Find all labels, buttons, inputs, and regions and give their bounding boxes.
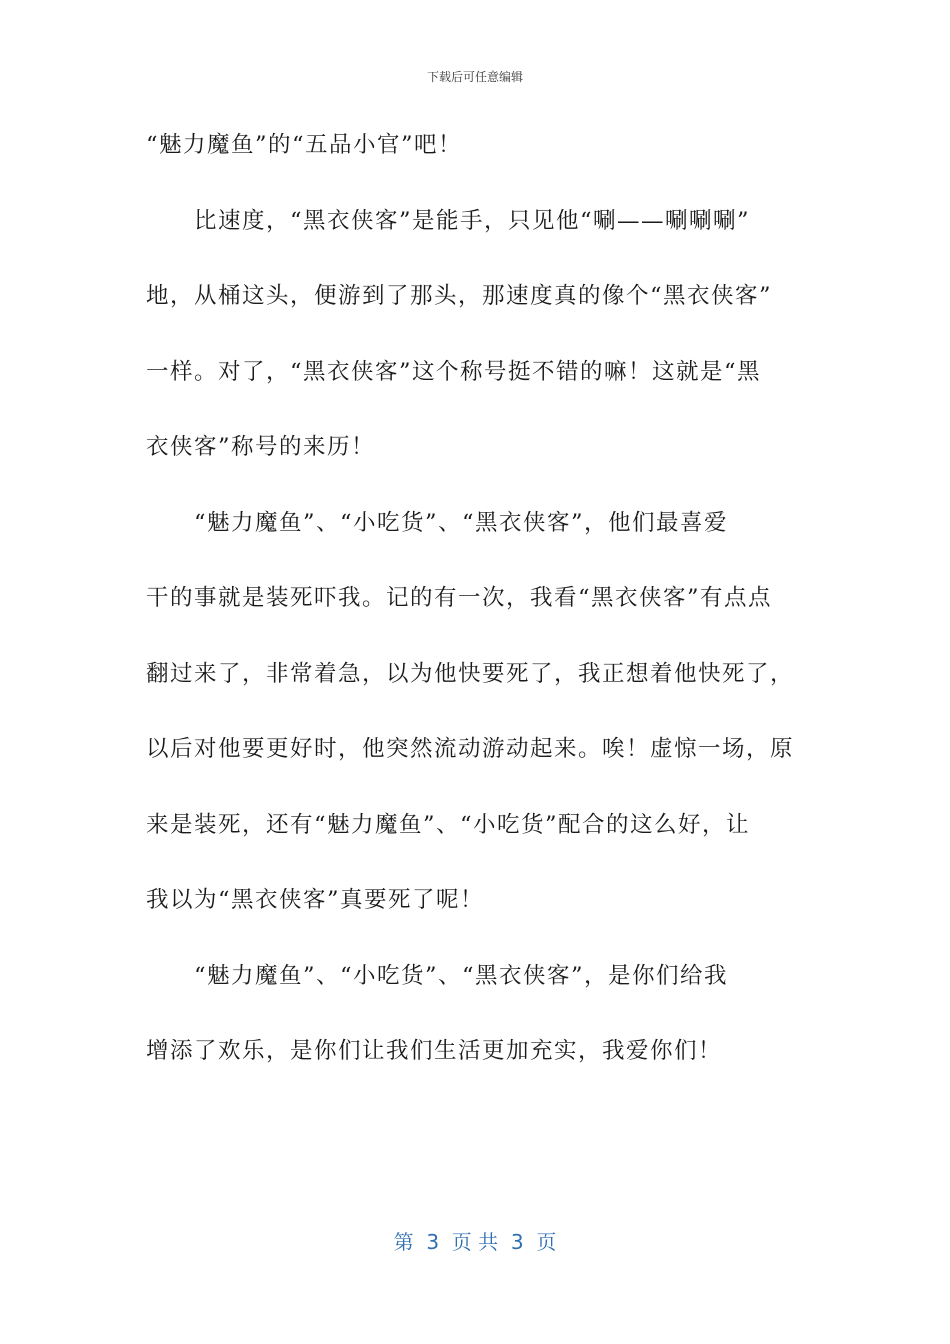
text-line: 一样。对了，“黑衣侠客”这个称号挺不错的嘛！这就是“黑 [146, 358, 762, 385]
body-text [146, 112, 796, 1094]
page-footer: 第 3 页 共 3 页 [393, 1230, 557, 1254]
text-line: “魅力魔鱼”、“小吃货”、“黑衣侠客”，他们最喜爱 [194, 509, 729, 536]
text-line: 来是装死，还有“魅力魔鱼”、“小吃货”配合的这么好，让 [146, 811, 751, 838]
text-line: 衣侠客”称号的来历！ [146, 434, 376, 460]
page-header: 下载后可任意编辑 [426, 70, 523, 84]
text-line: 干的事就是装死吓我。记的有一次，我看“黑衣侠客”有点点 [146, 585, 773, 611]
text-line: “魅力魔鱼”、“小吃货”、“黑衣侠客”，是你们给我 [194, 962, 729, 989]
text-line: 翻过来了，非常着急，以为他快要死了，我正想着他快死了， [146, 660, 795, 687]
text-line: 我以为“黑衣侠客”真要死了呢！ [146, 887, 485, 913]
text-line: “魅力魔鱼”的“五品小官”吧！ [146, 132, 463, 158]
text-line: 以后对他要更好时，他突然流动游动起来。唉！虚惊一场，原 [146, 736, 795, 762]
text-line: 地，从桶这头，便游到了那头，那速度真的像个“黑衣侠客” [146, 283, 773, 309]
text-line: 比速度，“黑衣侠客”是能手，只见他“唰——唰唰唰” [194, 207, 751, 234]
text-line: 增添了欢乐，是你们让我们生活更加充实，我爱你们！ [146, 1038, 723, 1064]
